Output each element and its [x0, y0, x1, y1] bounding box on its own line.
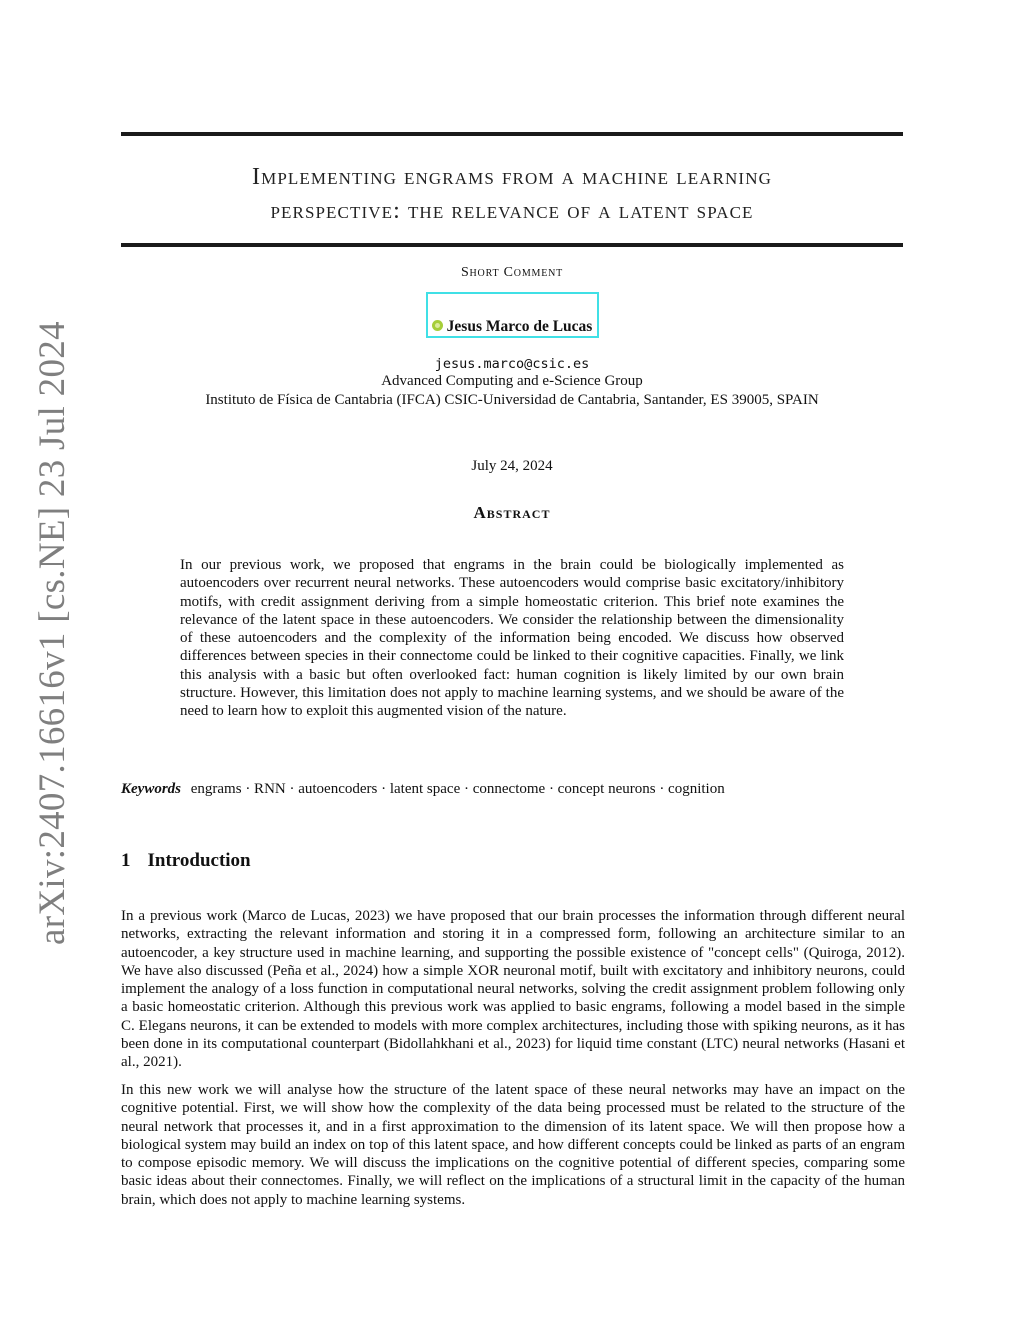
section-heading-introduction	[121, 850, 251, 872]
publication-date: July 24, 2024	[471, 458, 553, 474]
keywords-list: engrams · RNN · autoencoders · latent space · connectome · concept neurons · cognition	[190, 781, 725, 797]
affiliation-group: Advanced Computing and e-Science Group	[381, 373, 643, 389]
title-line-1: Implementing engrams from a machine learning	[252, 164, 772, 190]
affiliation-institute: Instituto de Física de Cantabria (IFCA) CSIC-Universidad de Cantabria, Santander, ES 39005, SPAIN	[205, 392, 819, 408]
arxiv-identifier-stamp: arXiv:2407.16616v1 [cs.NE] 23 Jul 2024	[32, 321, 73, 945]
section-title: Introduction	[147, 850, 251, 871]
orcid-icon[interactable]	[432, 320, 443, 331]
title-bottom-rule	[121, 243, 903, 247]
abstract-heading: Abstract	[473, 503, 551, 522]
intro-paragraph-1: In a previous work (Marco de Lucas, 2023) we have proposed that our brain processes the information through different neural networks, extracting the relevant information and storing it in a compressed form, following an architecture similar to an autoencoder, a key structure used in machine learning, and supporting the possible existence of "concept cells" (Quiroga, 2012). We have also discussed (Peña et al., 2024) how a simple XOR neuronal motif, built with excitatory and inhibitory neurons, could implement the analogy of a loss function in computational neural networks, solving the credit assignment problem following only a basic homeostatic criterion. Although this previous work was applied to basic engrams, following a model based in the simple C. Elegans neurons, it can be extended to models with more complex architectures, including those with spiking neurons, as it has been done in its computational counterpart (Bidollahkhani et al., 2023) for liquid time constant (LTC) neural networks (Hasani et al., 2021).	[121, 908, 905, 1071]
author-email: jesus.marco@csic.es	[434, 356, 590, 372]
paper-type-subtitle: Short Comment	[460, 265, 564, 280]
keywords-line	[121, 781, 903, 798]
title-top-rule	[121, 132, 903, 136]
title-line-2: perspective: the relevance of a latent space	[270, 198, 754, 224]
paper-title	[121, 160, 903, 228]
keywords-label: Keywords	[121, 781, 181, 797]
intro-paragraph-2: In this new work we will analyse how the structure of the latent space of these neural networks may have an impact on the cognitive potential. First, we will show how the complexity of the data being processed must be related to the structure of the neural network that processes it, and in a first approximation to the dimension of its latent space. We will then propose how a biological system may build an index on top of this latent space, and how different concepts could be linked as parts of an engram to compose episodic memory. We will discuss the implications on the cognitive potential of different species, comparing some basic ideas about their connectomes. Finally, we will reflect on the implications of a structural limit in the capacity of the human brain, which does not apply to machine learning systems.	[121, 1082, 905, 1208]
section-number: 1	[121, 850, 131, 871]
author-line	[0, 318, 1024, 336]
author-name[interactable]: Jesus Marco de Lucas	[446, 318, 593, 335]
abstract-body: In our previous work, we proposed that engrams in the brain could be biologically implemented as autoencoders over recurrent neural networks. These autoencoders would comprise basic excitatory/inhibitory motifs, with credit assignment deriving from a simple homeostatic criterion. This brief note examines the relevance of the latent space in these autoencoders. We consider the relationship between the dimensionality of these autoencoders and the complexity of the information being encoded. We discuss how observed differences between species in their connectome could be linked to their cognitive capacities. Finally, we link this analysis with a basic but often overlooked fact: human cognition is likely limited by our own brain structure. However, this limitation does not apply to machine learning systems, and we should be aware of the need to learn how to exploit this augmented vision of the nature.	[180, 557, 844, 720]
